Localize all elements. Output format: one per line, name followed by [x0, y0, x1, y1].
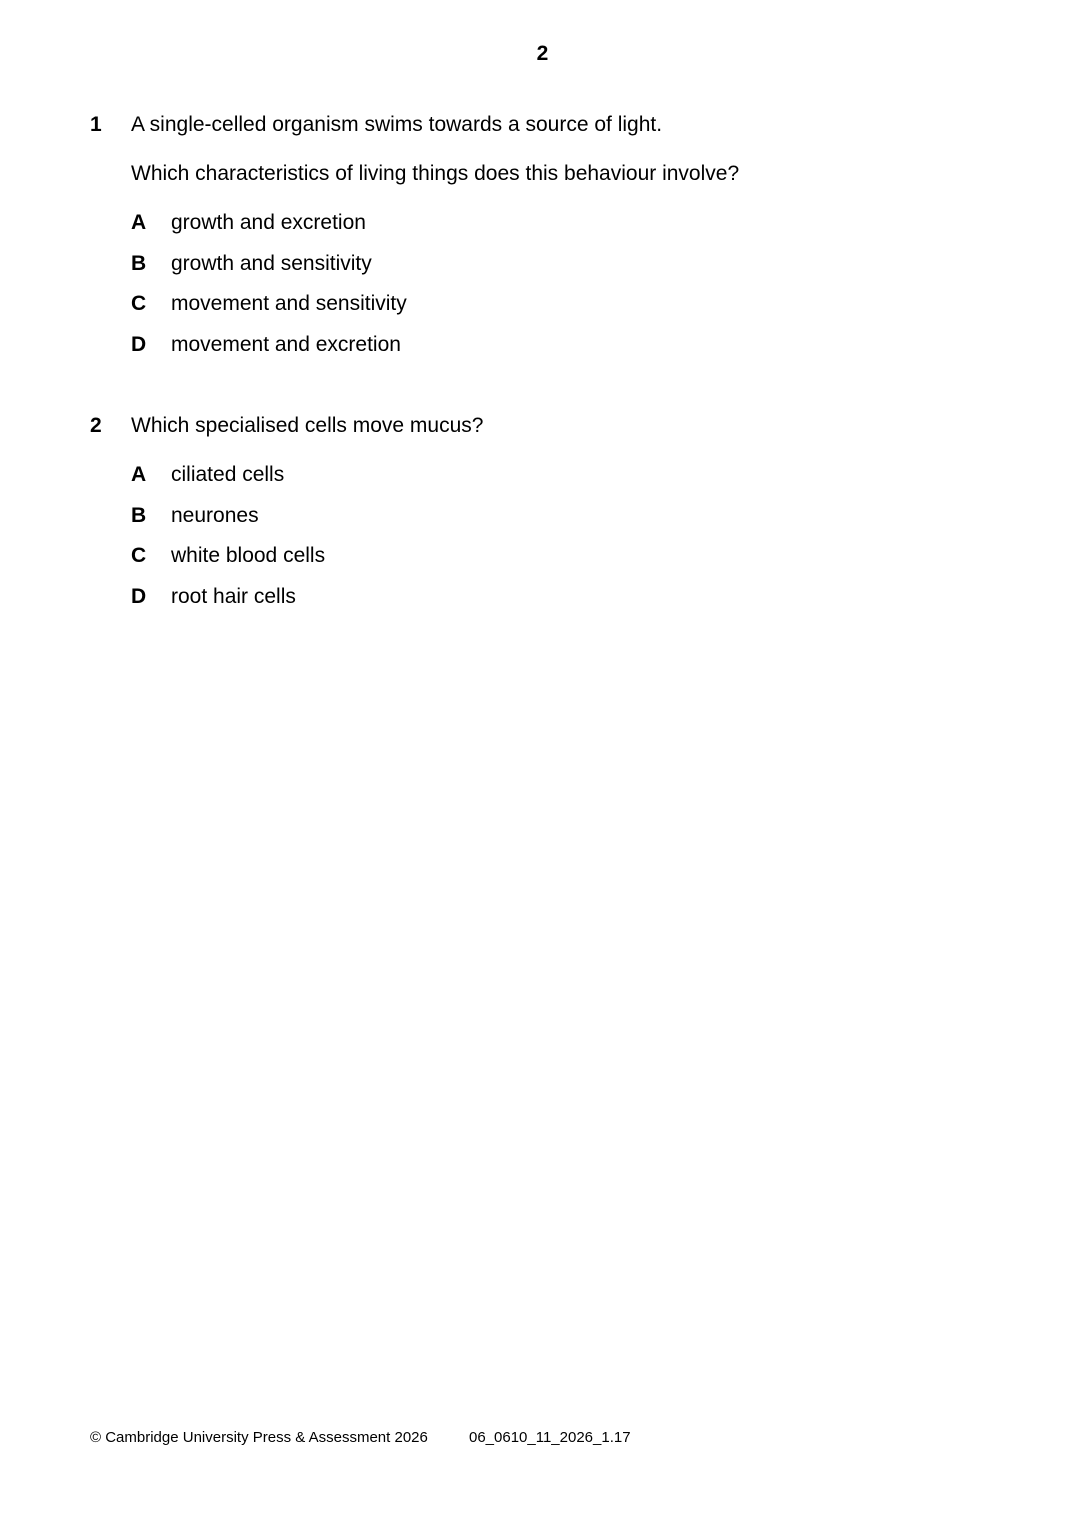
option-b — [131, 503, 990, 529]
option-c — [131, 291, 990, 317]
answer-options — [131, 462, 990, 610]
option-c — [131, 543, 990, 569]
option-letter: A — [131, 211, 147, 234]
page-footer — [90, 1429, 631, 1446]
answer-options — [131, 210, 990, 358]
option-text: neurones — [171, 503, 259, 527]
option-letter: C — [131, 292, 147, 315]
copyright-notice: © Cambridge University Press & Assessment 2026 — [90, 1429, 428, 1446]
option-text: movement and excretion — [171, 332, 401, 356]
question-1 — [90, 112, 990, 372]
option-a — [131, 462, 990, 488]
option-text: root hair cells — [171, 584, 296, 608]
question-stem — [90, 413, 990, 439]
option-text: growth and sensitivity — [171, 251, 372, 275]
option-letter: B — [131, 251, 147, 275]
option-text: white blood cells — [171, 544, 326, 567]
question-text: A single-celled organism swims towards a source of light. — [131, 113, 663, 136]
option-b — [131, 251, 990, 277]
option-letter: C — [131, 544, 147, 567]
question-text: Which specialised cells move mucus? — [131, 414, 484, 437]
question-prompt: Which characteristics of living things does this behaviour involve? — [131, 162, 740, 185]
question-number: 1 — [90, 113, 102, 136]
option-text: movement and sensitivity — [171, 292, 407, 315]
question-2 — [90, 413, 990, 624]
question-number: 2 — [90, 414, 102, 437]
document-code: 06_0610_11_2026_1.17 — [469, 1429, 631, 1446]
option-letter: D — [131, 584, 147, 608]
option-letter: A — [131, 463, 147, 486]
option-text: growth and excretion — [171, 211, 366, 234]
question-stem — [90, 112, 990, 138]
option-letter: D — [131, 332, 147, 356]
option-letter: B — [131, 503, 147, 527]
option-text: ciliated cells — [171, 463, 285, 486]
page-number: 2 — [536, 42, 549, 65]
option-d — [131, 584, 990, 610]
option-a — [131, 210, 990, 236]
option-d — [131, 332, 990, 358]
